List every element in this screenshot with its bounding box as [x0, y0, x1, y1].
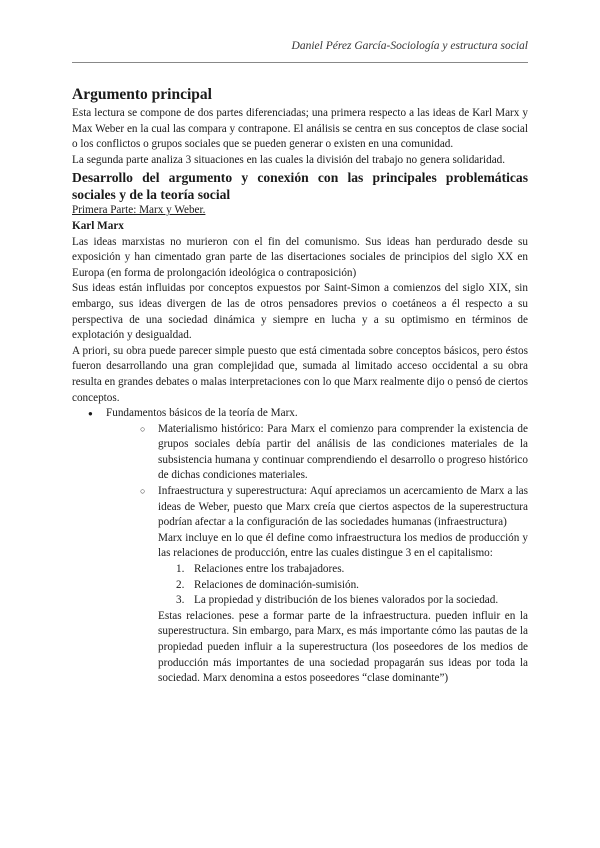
list-item-text: Marx incluye en lo que él define como infraestructura los medios de producción y las relaciones de producción, entre las cuales distingue 3 en el capitalismo: — [158, 531, 528, 560]
item-text: Relaciones entre los trabajadores. — [194, 563, 345, 576]
list-item-text: ○ Infraestructura y superestructura: Aquí apreciamos un acercamiento de Marx a las ideas de Weber, puesto que Marx creía que ciertos aspectos de la superestructura podrían afectar a la configuración de las sociedades humanas (infraestructura) — [158, 485, 528, 529]
document-body — [72, 86, 528, 687]
paragraph: Esta lectura se compone de dos partes diferenciadas; una primera respecto a las ideas de Karl Marx y Max Weber en la cual las compara y contrapone. El análisis se centra en sus conceptos de clase social o los conflictos o grupos sociales que se pueden generar o existen en una comunidad. — [72, 107, 528, 151]
bullet-list — [72, 406, 528, 687]
subsection-title-karl-marx: Karl Marx — [72, 219, 124, 232]
item-text: La propiedad y distribución de los bienes valorados por la sociedad. — [194, 594, 499, 607]
paragraph: A priori, su obra puede parecer simple puesto que está cimentada sobre conceptos básicos, pero éstos fueron desarrollando una gran complejidad que, sumada al limitado acceso occidental a su obra resulta en grandes debates o malas interpretaciones con lo que Marx realmente dijo o pensó de ciertos conceptos. — [72, 344, 528, 404]
list-item-text: Estas relaciones. pese a formar parte de la infraestructura. pueden influir en la superestructura. Sin embargo, para Marx, es más importante cómo las pautas de la propiedad pueden influir a la superestructura (los poseedores de los medios de producción más importantes de una sociedad propagarán sus ideas por toda la sociedad. Marx denomina a estos poseedores “clase dominante”) — [158, 609, 528, 685]
numbered-list — [158, 562, 528, 609]
section-title-argumento: Argumento principal — [72, 86, 212, 103]
numbered-item — [176, 562, 528, 578]
paragraph: La segunda parte analiza 3 situaciones en las cuales la división del trabajo no genera solidaridad. — [72, 153, 506, 166]
list-item-text: Fundamentos básicos de la teoría de Marx. — [106, 407, 298, 420]
item-number: 1. — [176, 563, 185, 576]
section-title-desarrollo: Desarrollo del argumento y conexión con las principales problemáticas sociales y de la teoría social — [72, 170, 528, 203]
list-item — [88, 406, 528, 687]
part-label: Primera Parte: Marx y Weber. — [72, 204, 206, 217]
item-number: 3. — [176, 594, 185, 607]
page-header: Daniel Pérez García-Sociología y estructura social — [291, 40, 528, 52]
item-number: 2. — [176, 578, 185, 591]
numbered-item — [176, 578, 528, 594]
list-item — [140, 484, 528, 687]
list-item-text: Materialismo histórico: Para Marx el comienzo para comprender la existencia de grupos sociales debía partir del análisis de las condiciones materiales de la subsistencia humana y continuar comprendiendo el desarrollo o progreso histórico de dichas condiciones materiales. — [158, 422, 528, 482]
paragraph: Las ideas marxistas no murieron con el fin del comunismo. Sus ideas han perdurado desde su exposición y han cimentado gran parte de las disertaciones sociales de principios del siglo XX en Europa (en forma de prolongación ideológica o contraposición) — [72, 235, 528, 279]
paragraph: Sus ideas están influidas por conceptos expuestos por Saint-Simon a comienzos del siglo XIX, sin embargo, sus ideas divergen de las de otros pensadores previos o coetáneos a él respecto a su perspectiva de una sociedad dinámica y siempre en lucha y a su optimismo en términos de explotación y desigualdad. — [72, 282, 528, 342]
item-text: Relaciones de dominación-sumisión. — [194, 578, 359, 591]
header-rule — [72, 62, 528, 63]
sub-list — [106, 422, 528, 687]
numbered-item — [176, 593, 528, 609]
list-item — [140, 422, 528, 484]
